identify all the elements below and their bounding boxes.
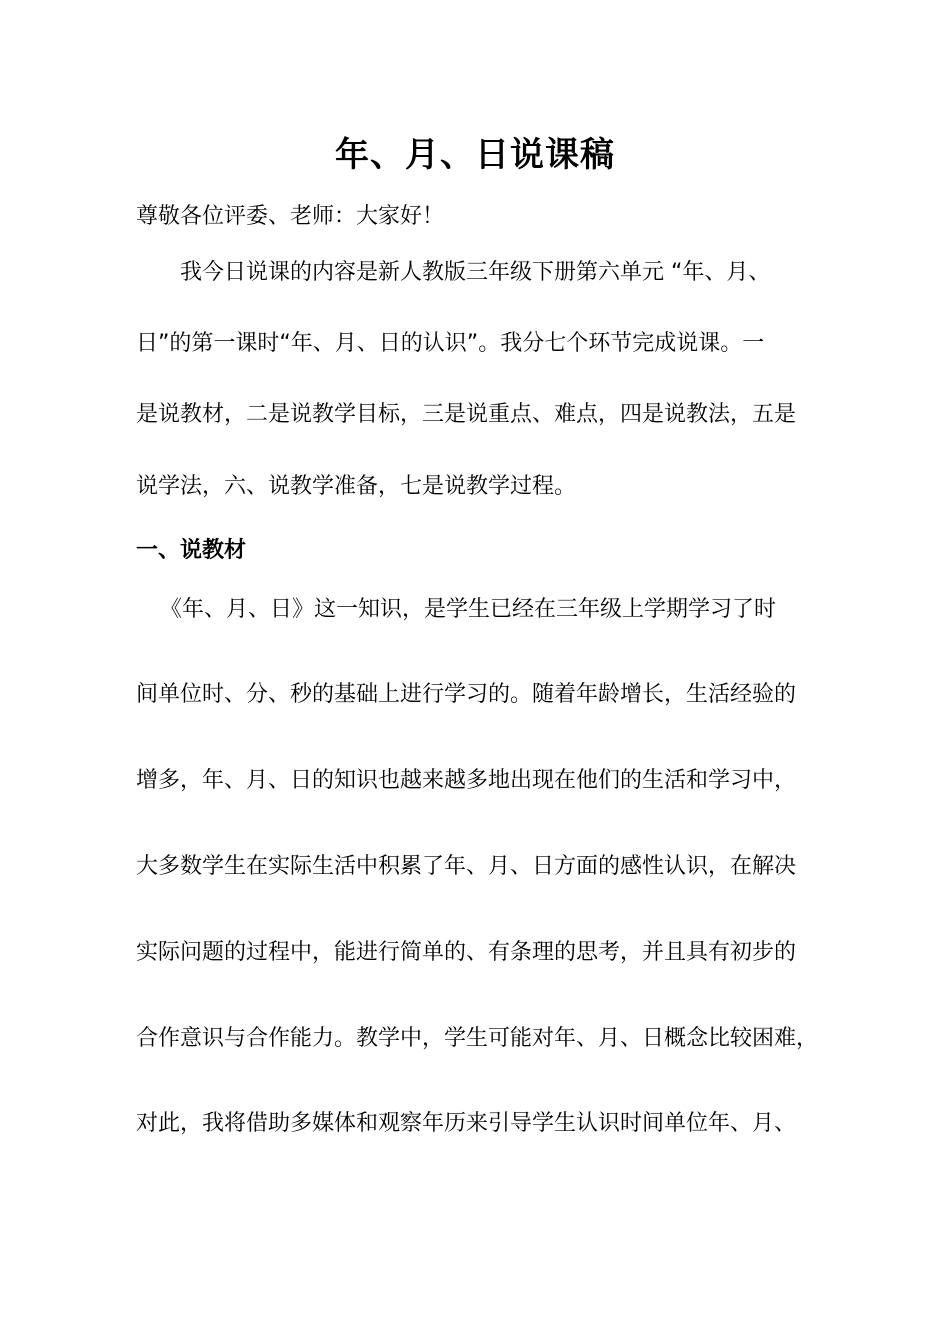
- intro-line-1: 我今日说课的内容是新人教版三年级下册第六单元 “年、月、: [136, 260, 771, 285]
- section1-line-7: 对此，我将借助多媒体和观察年历来引导学生认识时间单位年、月、: [136, 1111, 797, 1136]
- document-title: 年、月、日说课稿: [335, 135, 615, 175]
- section-heading-textbook: 一、说教材: [136, 538, 247, 563]
- section1-line-3: 增多，年、月、日的知识也越来越多地出现在他们的生活和学习中，: [136, 768, 797, 793]
- section1-line-6: 合作意识与合作能力。教学中，学生可能对年、月、日概念比较困难，: [136, 1026, 819, 1051]
- section1-line-1: 《年、月、日》这一知识，是学生已经在三年级上学期学习了时: [160, 597, 777, 622]
- intro-line-3: 是说教材，二是说教学目标，三是说重点、难点，四是说教法，五是: [136, 402, 797, 427]
- section1-line-2: 间单位时、分、秒的基础上进行学习的。随着年龄增长，生活经验的: [136, 682, 797, 707]
- intro-line-4: 说学法，六、说教学准备，七是说教学过程。: [136, 474, 577, 499]
- greeting-line: 尊敬各位评委、老师：大家好！: [136, 204, 445, 229]
- section1-line-5: 实际问题的过程中，能进行简单的、有条理的思考，并且具有初步的: [136, 940, 797, 965]
- intro-line-2: 日”的第一课时“年、月、日的认识”。我分七个环节完成说课。一: [136, 331, 765, 356]
- section1-line-4: 大多数学生在实际生活中积累了年、月、日方面的感性认识，在解决: [136, 854, 797, 879]
